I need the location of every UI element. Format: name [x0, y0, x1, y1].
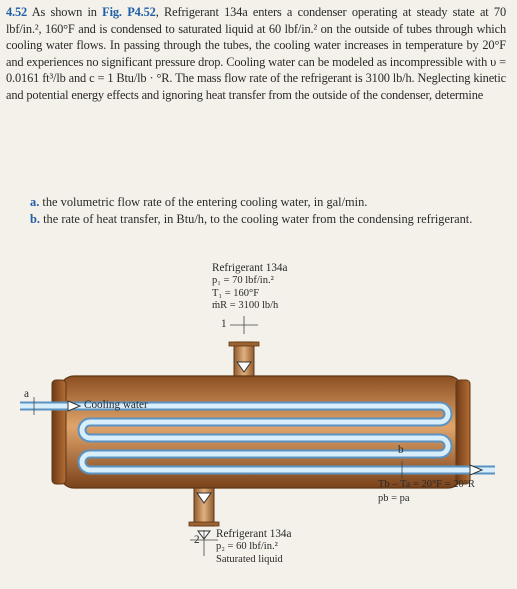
outlet-label-block [216, 528, 291, 566]
outlet-pressure: p₂ = 60 lbf/in.² [216, 540, 278, 552]
inlet-label-block [212, 262, 287, 313]
problem-intro: As shown in [31, 5, 97, 19]
inlet-pressure: p₁ = 70 lbf/in.² [212, 274, 274, 286]
inlet-mass-flow: ṁR = 3100 lb/h [212, 300, 279, 312]
question-b-text: the rate of heat transfer, in Btu/h, to the cooling water from the condensing refrigerant. [43, 211, 473, 226]
state-a-label: a [24, 388, 29, 400]
outlet-quality: Saturated liquid [216, 553, 283, 565]
figure-reference[interactable]: Fig. P4.52 [102, 5, 156, 19]
state-1-label: 1 [221, 318, 227, 330]
inlet-temperature: T₁ = 160°F [212, 287, 260, 299]
question-a-text: the volumetric flow rate of the entering cooling water, in gal/min. [42, 195, 368, 209]
state-2-label: 2 [194, 534, 200, 546]
refrigerant-outlet-pipe [194, 486, 214, 526]
state-b-label: b [398, 444, 404, 456]
question-b-label: b. [30, 211, 40, 226]
question-a-label: a. [30, 195, 40, 209]
cooling-water-label: Cooling water [84, 399, 148, 411]
water-pressure-relation: pb = pa [378, 493, 410, 504]
outlet-title: Refrigerant 134a [216, 528, 292, 540]
problem-body: , Refrigerant 134a enters a condenser operating at steady state at 70 lbf/in.², 160°F and is condensed to saturated liquid at 60 lbf/in.² on the outside of tubes through which cooling water flows. In passing through the tubes, the cooling water increases in temperature by 20°F and experiences no significant pressure drop. Cooling water can be modeled as incompressible with υ = 0.0161 ft³/lb and c = 1 Btu/lb · °R. The mass flow rate of the refrigerant is 3100 lb/h. Neglecting kinetic and potential energy effects and ignoring heat transfer from the outside of the condenser, determine [6, 5, 507, 102]
inlet-title: Refrigerant 134a [212, 262, 288, 274]
left-end-cap [52, 380, 66, 484]
problem-number: 4.52 [6, 5, 28, 19]
water-temperature-change: Tb – Ta = 20°F = 20°R [378, 479, 475, 490]
